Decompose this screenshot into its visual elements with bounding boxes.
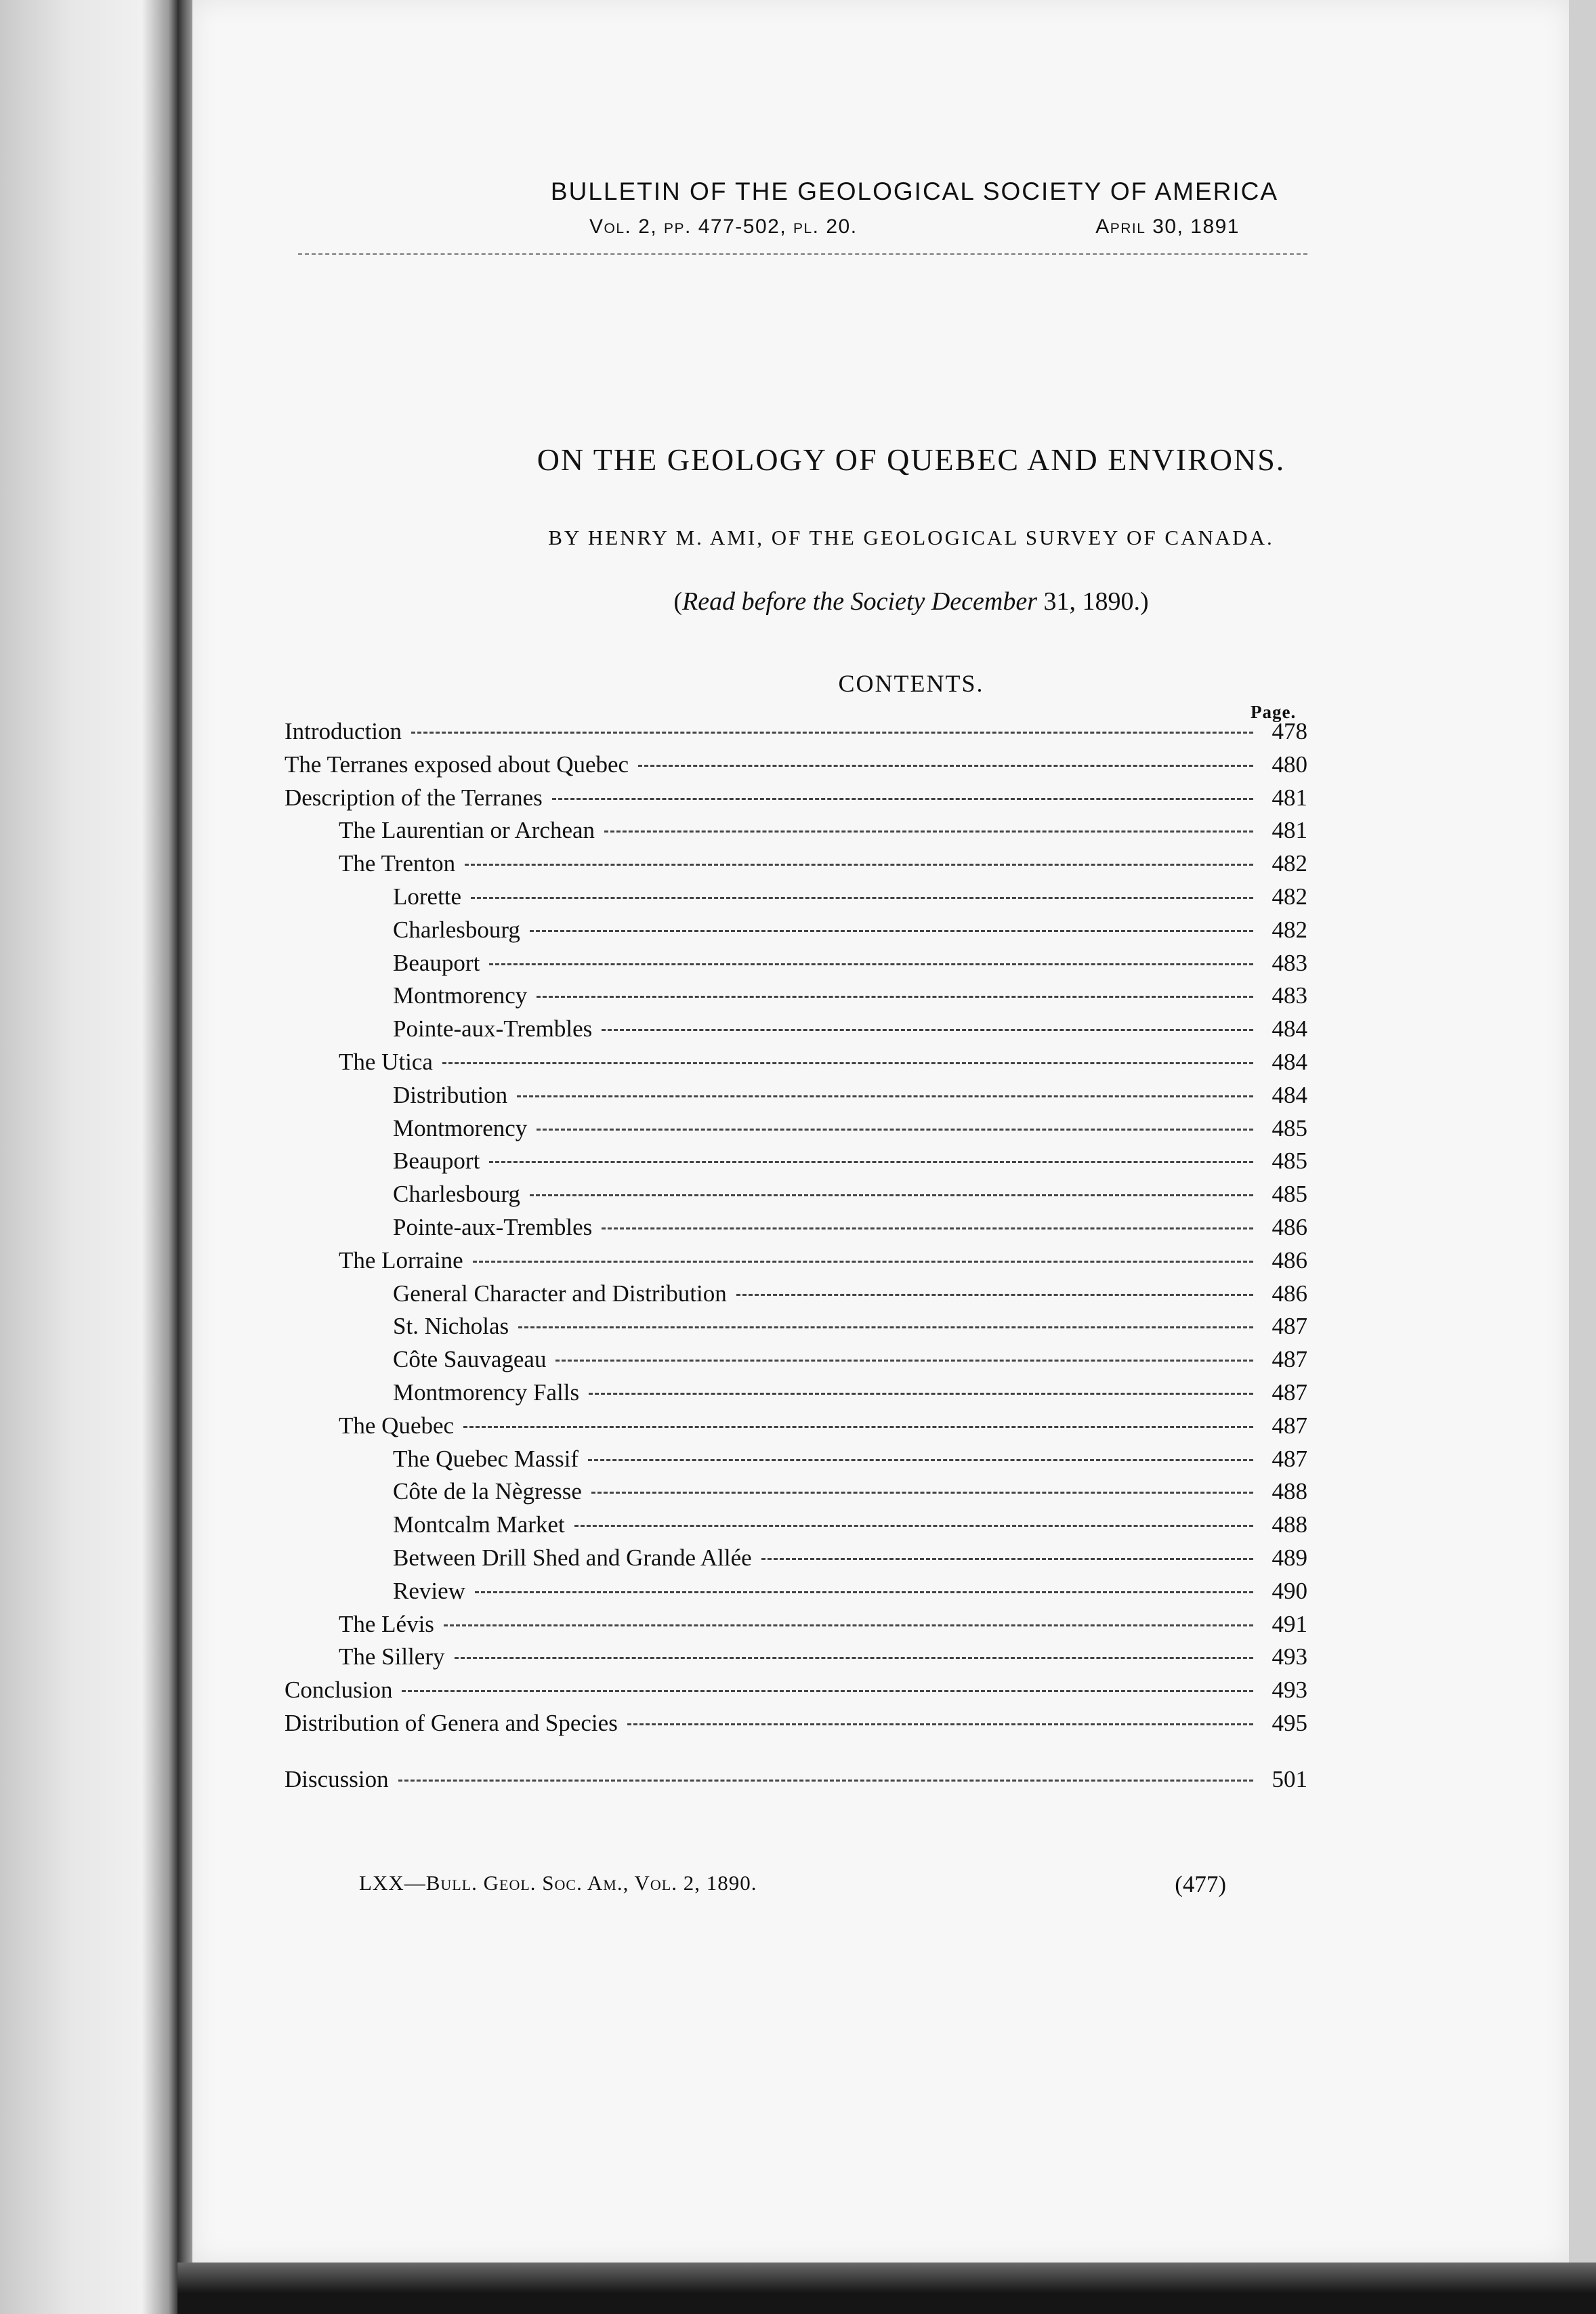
toc-entry-page: 484 <box>1272 1048 1307 1075</box>
header-rule <box>298 253 1307 255</box>
toc-leader-dots <box>602 1227 1253 1229</box>
toc-entry <box>285 1544 1307 1578</box>
toc-entry-page: 481 <box>1272 784 1307 811</box>
bottom-shadow <box>177 2263 1596 2314</box>
toc-entry-page: 489 <box>1272 1544 1307 1571</box>
toc-leader-dots <box>574 1525 1253 1527</box>
page-column-label: Page. <box>1251 702 1297 722</box>
toc-leader-dots <box>463 1426 1253 1428</box>
right-margin <box>1569 0 1596 2314</box>
toc-entry-page: 483 <box>1272 982 1307 1009</box>
toc-leader-dots <box>589 1393 1253 1395</box>
bulletin-volume: Vol. 2, pp. 477-502, pl. 20. <box>589 215 858 238</box>
article-author: BY HENRY M. AMI, OF THE GEOLOGICAL SURVEY OF CANADA. <box>548 526 1274 549</box>
toc-entry <box>285 1049 1307 1082</box>
toc-entry-page: 482 <box>1272 850 1307 877</box>
toc-entry <box>285 1082 1307 1115</box>
toc-entry-page: 487 <box>1272 1445 1307 1472</box>
toc-leader-dots <box>442 1062 1253 1064</box>
toc-entry-label: Discussion <box>285 1765 389 1792</box>
toc-entry-label: St. Nicholas <box>393 1313 509 1340</box>
toc-entry-page: 480 <box>1272 751 1307 778</box>
toc-entry-label: The Lévis <box>339 1610 434 1637</box>
toc-entry-page: 487 <box>1272 1412 1307 1439</box>
toc-entry-label: The Quebec Massif <box>393 1445 579 1472</box>
toc-entry <box>285 1611 1307 1644</box>
toc-entry <box>285 1677 1307 1710</box>
read-note: (Read before the Society December 31, 1890.) <box>673 587 1149 616</box>
toc-entry <box>285 1478 1307 1511</box>
toc-entry <box>285 1446 1307 1479</box>
toc-entry-label: General Character and Distribution <box>393 1280 727 1307</box>
toc-entry <box>285 1313 1307 1346</box>
toc-entry <box>285 1710 1307 1743</box>
toc-entry-page: 486 <box>1272 1246 1307 1274</box>
toc-entry-label: Beauport <box>393 949 480 976</box>
toc-leader-dots <box>602 1029 1253 1031</box>
toc-entry-label: Introduction <box>285 718 402 744</box>
toc-leader-dots <box>591 1492 1253 1494</box>
toc-entry-label: Côte Sauvageau <box>393 1346 547 1373</box>
toc-entry-page: 485 <box>1272 1181 1307 1208</box>
bulletin-date: April 30, 1891 <box>1095 215 1240 238</box>
toc-entry <box>285 751 1307 784</box>
toc-entry-page: 487 <box>1272 1313 1307 1340</box>
toc-leader-dots <box>537 1129 1253 1131</box>
toc-entry <box>285 1214 1307 1247</box>
toc-entry <box>285 1115 1307 1148</box>
toc-leader-dots <box>402 1690 1253 1692</box>
toc-entry-label: Between Drill Shed and Grande Allée <box>393 1544 752 1571</box>
toc-entry <box>285 1578 1307 1611</box>
toc-leader-dots <box>465 864 1253 866</box>
toc-entry <box>285 1511 1307 1544</box>
toc-entry-label: Montmorency <box>393 982 528 1009</box>
toc-entry-page: 493 <box>1272 1677 1307 1704</box>
toc-leader-dots <box>517 1095 1253 1097</box>
toc-entry <box>285 1181 1307 1214</box>
toc-entry-page: 486 <box>1272 1280 1307 1307</box>
page-footer <box>359 1871 1226 1898</box>
toc-entry-label: Beauport <box>393 1148 480 1175</box>
footer-signature: LXX—Bull. Geol. Soc. Am., Vol. 2, 1890. <box>359 1871 757 1895</box>
toc-leader-dots <box>588 1459 1253 1461</box>
toc-entry <box>285 982 1307 1015</box>
toc-entry-page: 484 <box>1272 1081 1307 1108</box>
toc-entry-label: The Utica <box>339 1048 433 1075</box>
toc-entry <box>285 718 1307 751</box>
toc-entry-label: Côte de la Nègresse <box>393 1478 582 1505</box>
toc-entry-label: The Terranes exposed about Quebec <box>285 751 629 778</box>
toc-entry-label: Lorette <box>393 883 462 910</box>
toc-leader-dots <box>552 798 1253 800</box>
toc-leader-dots <box>736 1294 1253 1296</box>
toc-leader-dots <box>537 996 1253 998</box>
toc-entry-page: 484 <box>1272 1015 1307 1043</box>
toc-leader-dots <box>761 1558 1253 1560</box>
toc-entry-label: The Lorraine <box>339 1246 463 1274</box>
toc-leader-dots <box>530 930 1253 932</box>
toc-entry-page: 493 <box>1272 1643 1307 1670</box>
toc-entry <box>285 1766 1307 1799</box>
footer-page-number: (477) <box>1175 1871 1226 1897</box>
toc-leader-dots <box>473 1261 1253 1263</box>
toc-entry-page: 488 <box>1272 1511 1307 1538</box>
toc-entry <box>285 1643 1307 1677</box>
bulletin-meta <box>522 215 1240 238</box>
toc-entry <box>285 1247 1307 1280</box>
toc-leader-dots <box>398 1780 1253 1782</box>
toc-entry <box>285 883 1307 917</box>
bulletin-header <box>192 177 1569 238</box>
toc-entry-page: 486 <box>1272 1213 1307 1240</box>
toc-entry-label: The Sillery <box>339 1643 445 1670</box>
toc-entry <box>285 1148 1307 1181</box>
toc-entry-label: Review <box>393 1577 465 1604</box>
toc-entry-page: 483 <box>1272 949 1307 976</box>
toc-leader-dots <box>471 897 1253 899</box>
toc-entry-label: The Laurentian or Archean <box>339 817 595 844</box>
toc-entry-page: 478 <box>1272 718 1307 744</box>
toc-entry-page: 495 <box>1272 1709 1307 1736</box>
toc-leader-dots <box>604 830 1253 833</box>
table-of-contents <box>285 718 1307 1799</box>
read-note-date: 31, 1890. <box>1043 587 1141 616</box>
toc-entry-label: Pointe-aux-Trembles <box>393 1015 593 1043</box>
toc-entry-page: 487 <box>1272 1379 1307 1406</box>
toc-entry-label: Description of the Terranes <box>285 784 543 811</box>
toc-entry <box>285 1346 1307 1379</box>
toc-entry-label: Distribution <box>393 1081 508 1108</box>
toc-entry-page: 485 <box>1272 1114 1307 1141</box>
toc-entry-label: Montmorency Falls <box>393 1379 580 1406</box>
toc-leader-dots <box>489 1161 1253 1163</box>
toc-entry <box>285 1015 1307 1049</box>
toc-entry-page: 481 <box>1272 817 1307 844</box>
toc-entry <box>285 1412 1307 1446</box>
toc-entry-label: Montcalm Market <box>393 1511 565 1538</box>
toc-entry-page: 490 <box>1272 1577 1307 1604</box>
facing-page-edge <box>0 0 177 2314</box>
toc-leader-dots <box>555 1360 1253 1362</box>
toc-entry-page: 501 <box>1272 1765 1307 1792</box>
toc-entry-label: Montmorency <box>393 1114 528 1141</box>
toc-leader-dots <box>455 1657 1254 1659</box>
toc-leader-dots <box>627 1723 1253 1725</box>
toc-leader-dots <box>411 732 1253 734</box>
toc-entry <box>285 850 1307 883</box>
toc-entry-page: 482 <box>1272 883 1307 910</box>
toc-entry-label: The Quebec <box>339 1412 455 1439</box>
toc-leader-dots <box>638 765 1253 767</box>
toc-entry-label: The Trenton <box>339 850 456 877</box>
toc-entry-label: Charlesbourg <box>393 1181 520 1208</box>
toc-entry-label: Conclusion <box>285 1677 393 1704</box>
toc-entry <box>285 950 1307 983</box>
toc-leader-dots <box>518 1326 1253 1328</box>
toc-entry-page: 487 <box>1272 1346 1307 1373</box>
toc-entry <box>285 817 1307 850</box>
toc-leader-dots <box>530 1194 1253 1196</box>
toc-entry <box>285 1280 1307 1313</box>
toc-entry <box>285 917 1307 950</box>
toc-entry-page: 482 <box>1272 916 1307 943</box>
toc-entry-page: 491 <box>1272 1610 1307 1637</box>
toc-entry-page: 485 <box>1272 1148 1307 1175</box>
book-spine <box>177 0 192 2314</box>
toc-entry <box>285 1379 1307 1412</box>
contents-heading: CONTENTS. <box>838 670 984 697</box>
read-note-italic: Read before the Society December <box>681 587 1038 616</box>
bulletin-title: BULLETIN OF THE GEOLOGICAL SOCIETY OF AMERICA <box>550 177 1279 205</box>
toc-leader-dots <box>444 1624 1253 1626</box>
toc-leader-dots <box>489 963 1253 965</box>
toc-entry-page: 488 <box>1272 1478 1307 1505</box>
toc-entry-label: Distribution of Genera and Species <box>285 1709 618 1736</box>
article-title: ON THE GEOLOGY OF QUEBEC AND ENVIRONS. <box>537 442 1286 477</box>
toc-entry <box>285 784 1307 818</box>
toc-entry-label: Charlesbourg <box>393 916 520 943</box>
toc-leader-dots <box>475 1591 1253 1593</box>
toc-entry-label: Pointe-aux-Trembles <box>393 1213 593 1240</box>
